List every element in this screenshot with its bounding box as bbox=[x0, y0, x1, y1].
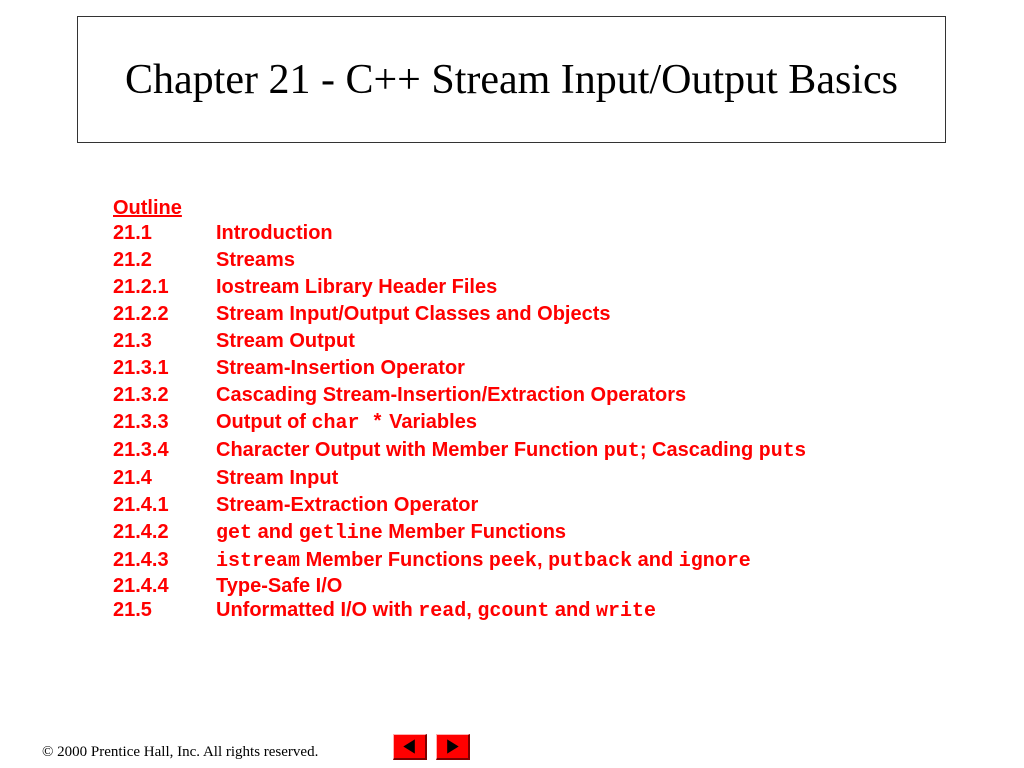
outline-item-number: 21.3.4 bbox=[113, 439, 169, 461]
outline-item-number: 21.3.1 bbox=[113, 357, 169, 379]
outline-item-number: 21.5 bbox=[113, 599, 152, 621]
outline-item-text bbox=[216, 465, 338, 492]
outline-item-text bbox=[216, 575, 342, 597]
outline-item bbox=[113, 546, 806, 575]
outline-item bbox=[113, 301, 806, 328]
outline-item-number: 21.3.2 bbox=[113, 384, 169, 406]
outline-item bbox=[113, 492, 806, 519]
outline-item-text-part: ; Cascading bbox=[639, 439, 759, 461]
outline-item-text-part: Iostream Library Header Files bbox=[216, 276, 498, 298]
outline-item-number: 21.2 bbox=[113, 249, 152, 271]
outline-item-text-part: Streams bbox=[216, 249, 295, 271]
outline-item-text-part: and bbox=[549, 599, 597, 621]
code-identifier: put bbox=[603, 440, 640, 463]
outline-item-text bbox=[216, 597, 656, 625]
outline-item-text-part: Stream Input/Output Classes and Objects bbox=[216, 303, 611, 325]
outline-item-text-part: , bbox=[536, 549, 549, 571]
outline-item-text-part: Type-Safe I/O bbox=[216, 575, 343, 597]
outline-item-text bbox=[216, 220, 333, 247]
code-identifier: getline bbox=[298, 522, 383, 545]
outline-item-text-part: Variables bbox=[383, 411, 477, 433]
previous-slide-button[interactable] bbox=[393, 734, 427, 760]
outline-item-text-part: Stream Input bbox=[216, 467, 339, 489]
outline-item-text bbox=[216, 492, 478, 519]
outline-item-number: 21.4 bbox=[113, 467, 152, 489]
outline-item-text bbox=[216, 436, 806, 466]
outline-item-text-part: Member Functions bbox=[382, 521, 567, 543]
outline-item-number: 21.3.3 bbox=[113, 411, 169, 433]
outline-item bbox=[113, 328, 806, 355]
outline-item bbox=[113, 597, 806, 624]
outline-heading: Outline bbox=[113, 197, 182, 219]
code-identifier: write bbox=[596, 600, 657, 623]
outline-item-text-part: and bbox=[252, 521, 299, 543]
code-identifier: ignore bbox=[678, 550, 751, 573]
code-identifier: get bbox=[216, 522, 253, 545]
outline-item bbox=[113, 409, 806, 436]
outline-item bbox=[113, 355, 806, 382]
outline-item-text bbox=[216, 409, 477, 437]
right-triangle-icon bbox=[437, 735, 468, 758]
outline-item-number: 21.2.1 bbox=[113, 276, 169, 298]
outline-item-text bbox=[216, 546, 751, 576]
outline-item bbox=[113, 247, 806, 274]
copyright-notice: © 2000 Prentice Hall, Inc. All rights reserved. bbox=[42, 744, 319, 760]
outline-item-number: 21.4.1 bbox=[113, 494, 169, 516]
outline-item-text-part: Introduction bbox=[216, 222, 333, 244]
code-identifier: put bbox=[758, 440, 795, 463]
outline-item-text-part: Cascading Stream-Insertion/Extraction Operators bbox=[216, 384, 687, 406]
outline-item bbox=[113, 274, 806, 301]
outline-item-text-part: Stream Output bbox=[216, 330, 355, 352]
outline-item-text bbox=[216, 382, 686, 409]
outline-item-text-part: , bbox=[466, 599, 478, 621]
outline-item bbox=[113, 465, 806, 492]
outline-item-text bbox=[216, 328, 355, 355]
outline-item-text-part: Stream-Extraction Operator bbox=[216, 494, 479, 516]
code-identifier: char * bbox=[311, 412, 384, 435]
outline-item-text-part: s bbox=[794, 439, 806, 461]
outline-item-text-part: Output of bbox=[216, 411, 312, 433]
code-identifier: putback bbox=[548, 550, 633, 573]
outline-item-number: 21.1 bbox=[113, 222, 152, 244]
outline-item-text bbox=[216, 274, 497, 301]
outline-item-number: 21.2.2 bbox=[113, 303, 169, 325]
outline-item-text-part: Unformatted I/O with bbox=[216, 599, 419, 621]
outline-item-number: 21.4.3 bbox=[113, 549, 169, 571]
outline-item-text-part: and bbox=[632, 549, 679, 571]
outline-item-number: 21.4.2 bbox=[113, 521, 169, 543]
outline-item bbox=[113, 519, 806, 546]
outline-item bbox=[113, 575, 806, 597]
code-identifier: read bbox=[418, 600, 467, 623]
title-box bbox=[77, 16, 946, 143]
left-triangle-icon bbox=[394, 735, 425, 758]
code-identifier: gcount bbox=[477, 600, 550, 623]
outline-item-text-part: Member Functions bbox=[300, 549, 489, 571]
outline-item bbox=[113, 382, 806, 409]
next-slide-button[interactable] bbox=[436, 734, 470, 760]
outline bbox=[113, 196, 806, 624]
outline-list bbox=[113, 220, 806, 624]
outline-item-text-part: Stream-Insertion Operator bbox=[216, 357, 465, 379]
outline-item-text bbox=[216, 519, 566, 547]
outline-item-text bbox=[216, 301, 611, 328]
outline-item bbox=[113, 220, 806, 247]
outline-item-text-part: Character Output with Member Function bbox=[216, 439, 604, 461]
outline-item bbox=[113, 436, 806, 465]
outline-item-number: 21.3 bbox=[113, 330, 152, 352]
code-identifier: istream bbox=[216, 550, 301, 573]
outline-item-text bbox=[216, 247, 295, 274]
outline-item-text bbox=[216, 355, 465, 382]
slide-title: Chapter 21 - C++ Stream Input/Output Basics bbox=[125, 56, 898, 103]
outline-item-number: 21.4.4 bbox=[113, 575, 169, 597]
code-identifier: peek bbox=[488, 550, 537, 573]
